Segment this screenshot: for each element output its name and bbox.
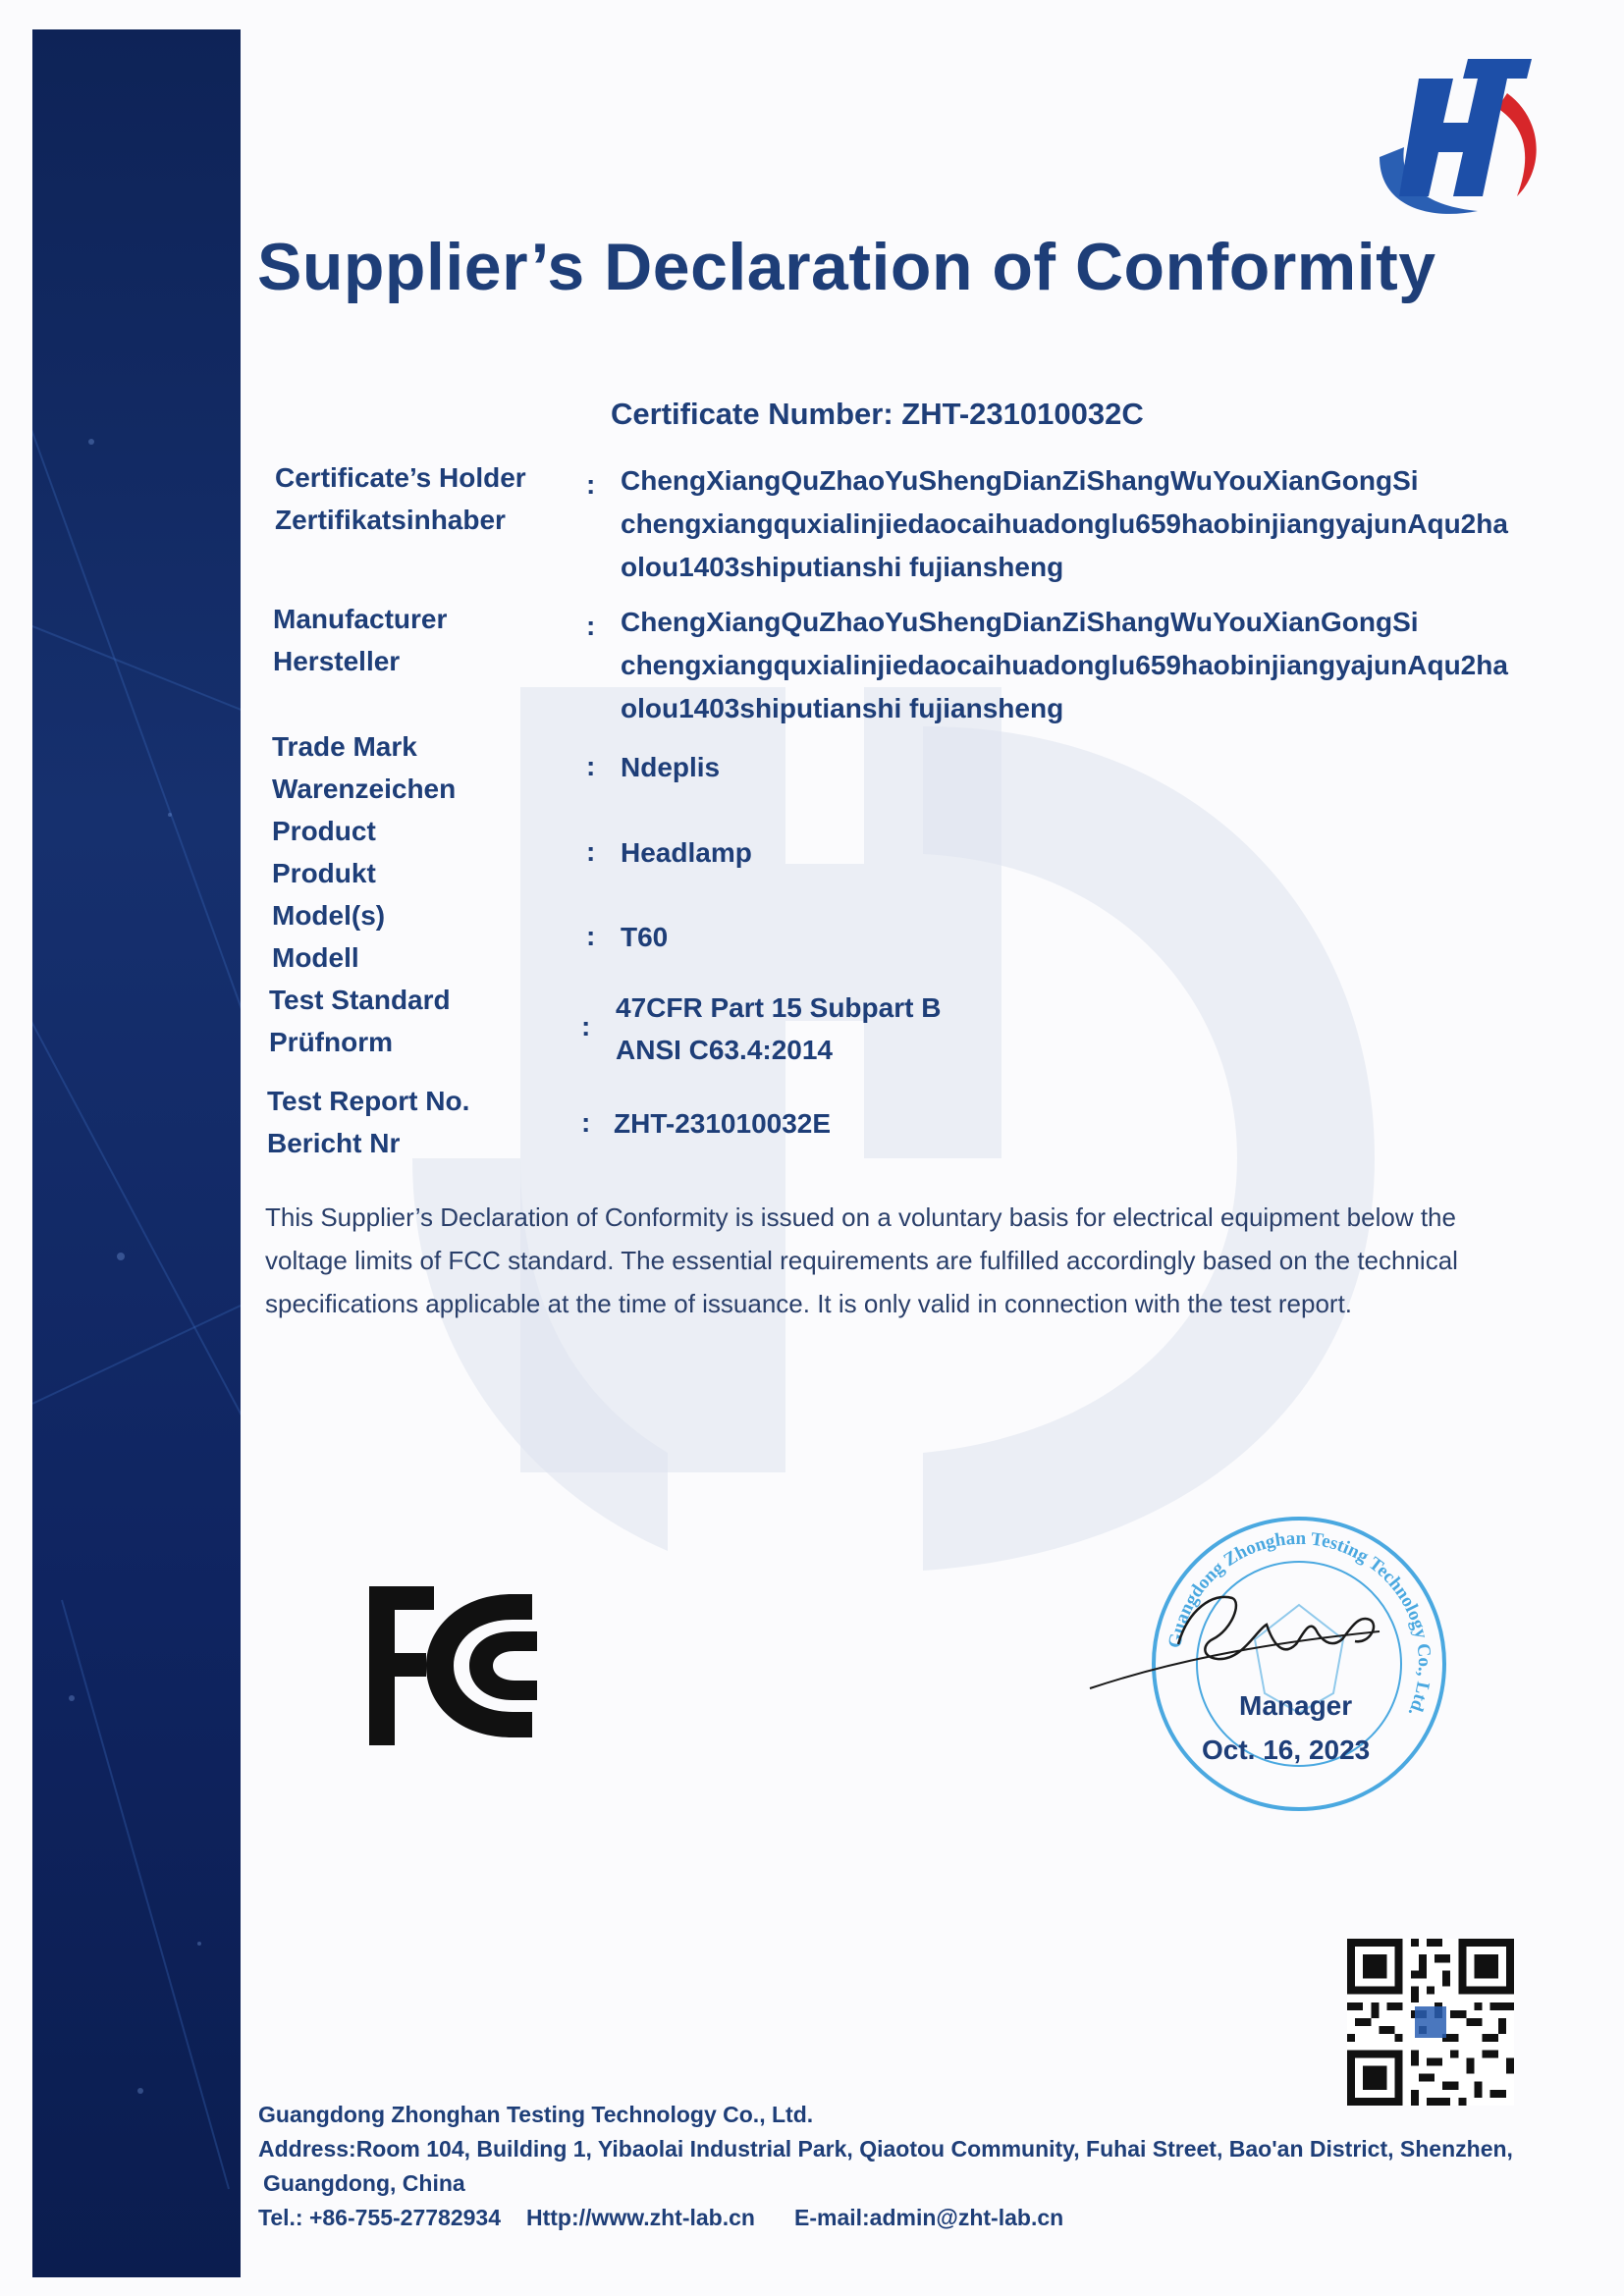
report-label-en: Test Report No. <box>267 1086 470 1116</box>
manufacturer-line-3: olou1403shiputianshi fujiansheng <box>621 693 1064 723</box>
manufacturer-label-de: Hersteller <box>273 646 401 676</box>
manufacturer-label-en: Manufacturer <box>273 604 448 634</box>
page-title: Supplier’s Declaration of Conformity <box>257 230 1436 304</box>
watermark-logo <box>373 609 1404 1590</box>
standard-label-en: Test Standard <box>269 985 451 1015</box>
report-value: ZHT-231010032E <box>614 1108 832 1139</box>
trademark-value: Ndeplis <box>621 752 721 782</box>
holder-line-1: ChengXiangQuZhaoYuShengDianZiShangWuYouXianGongSi <box>621 465 1419 496</box>
product-label-de: Produkt <box>272 858 376 888</box>
model-label-de: Modell <box>272 942 359 973</box>
product-colon: : <box>586 836 596 867</box>
holder-label-de: Zertifikatsinhaber <box>275 505 506 535</box>
footer-company: Guangdong Zhonghan Testing Technology Co., Ltd. <box>258 2102 814 2127</box>
trademark-label-en: Trade Mark <box>272 731 417 762</box>
holder-colon: : <box>586 469 596 500</box>
model-value: T60 <box>621 922 669 952</box>
trademark-colon: : <box>586 751 596 781</box>
sidebar-band <box>32 29 241 2277</box>
trademark-label-de: Warenzeichen <box>272 774 457 804</box>
manufacturer-line-2: chengxiangquxialinjiedaocaihuadonglu659haobinjiangyajunAqu2ha <box>621 650 1508 680</box>
footer-tel: Tel.: +86-755-27782934 <box>258 2205 502 2230</box>
sidebar-pattern <box>32 29 241 2277</box>
report-colon: : <box>581 1107 591 1138</box>
footer-email: E-mail:admin@zht-lab.cn <box>794 2205 1064 2230</box>
manufacturer-colon: : <box>586 611 596 641</box>
signatory-role: Manager <box>1239 1690 1353 1721</box>
manufacturer-line-1: ChengXiangQuZhaoYuShengDianZiShangWuYouXianGongSi <box>621 607 1419 637</box>
footer-address-line-1: Address:Room 104, Building 1, Yibaolai Industrial Park, Qiaotou Community, Fuhai Street, Bao'an District, Shenzhen, <box>258 2136 1513 2162</box>
model-colon: : <box>586 921 596 951</box>
fcc-logo-icon <box>365 1582 581 1749</box>
model-label-en: Model(s) <box>272 900 386 931</box>
footer-website: Http://www.zht-lab.cn <box>526 2205 755 2230</box>
product-value: Headlamp <box>621 837 752 868</box>
standard-line-2: ANSI C63.4:2014 <box>616 1035 834 1065</box>
certificate-number: Certificate Number: ZHT-231010032C <box>611 397 1144 431</box>
manager-signature <box>1085 1571 1399 1698</box>
product-label-en: Product <box>272 816 376 846</box>
standard-line-1: 47CFR Part 15 Subpart B <box>616 992 942 1023</box>
signature-date: Oct. 16, 2023 <box>1202 1735 1371 1765</box>
zht-logo-icon <box>1360 39 1551 221</box>
qr-code-icon <box>1347 1939 1514 2106</box>
footer-address-line-2: Guangdong, China <box>263 2170 465 2196</box>
seal-ring-text: Guangdong Zhonghan Testing Technology Co., Ltd. <box>1164 1527 1435 1720</box>
holder-label-en: Certificate’s Holder <box>275 462 526 493</box>
holder-line-2: chengxiangquxialinjiedaocaihuadonglu659haobinjiangyajunAqu2ha <box>621 508 1508 539</box>
standard-colon: : <box>581 1011 591 1041</box>
report-label-de: Bericht Nr <box>267 1128 401 1158</box>
declaration-text: This Supplier’s Declaration of Conformity is issued on a voluntary basis for electrical equipment below the voltage limits of FCC standard. The essential requirements are fulfilled accordingly based on the technical specifications applicable at the time of issuance. It is only valid in connection with the test report. <box>265 1202 1458 1318</box>
standard-label-de: Prüfnorm <box>269 1027 393 1057</box>
holder-line-3: olou1403shiputianshi fujiansheng <box>621 552 1064 582</box>
